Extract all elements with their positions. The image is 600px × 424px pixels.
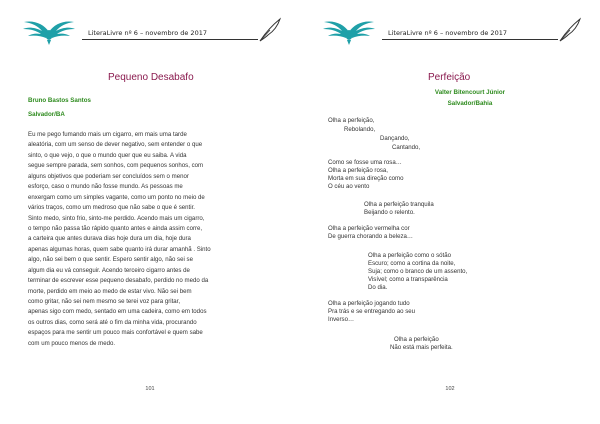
- poem-line: Escuro; como a cortina da noite,: [368, 260, 456, 267]
- poem-line: Olha a perfeição rosa,: [328, 167, 388, 174]
- poem-line: Suja; como o branco de um assento,: [368, 268, 468, 275]
- poem-line: Morta em sua direção como: [328, 175, 404, 182]
- poem-line: Olha a perfeição jogando tudo: [328, 300, 410, 307]
- page-number: 101: [145, 386, 155, 392]
- text-line: o tempo não passa tão rápido quanto antes e ainda assim corre,: [28, 224, 203, 232]
- text-line: apenas algumas horas, quem sabe quanto irá durar amanhã . Sinto: [28, 245, 211, 253]
- text-line: Sinto medo, sinto frio, sinto-me perdido. Acendo mais um cigarro,: [28, 214, 205, 222]
- page-header: [318, 14, 582, 44]
- text-line: como gritar, não sei nem mesmo se terei voz para gritar,: [28, 298, 181, 305]
- poem-line: Beijando o relento.: [364, 209, 415, 216]
- poem-line: Dançando,: [380, 135, 410, 142]
- poem-line: De guerra chorando a beleza…: [328, 233, 414, 240]
- poem-line: Olha a perfeição,: [328, 117, 375, 124]
- text-line: terminar de escrever esse pequeno desabafo, perdido no medo da: [28, 277, 209, 285]
- poem-line: Inverso…: [328, 316, 355, 323]
- page-header: [18, 14, 282, 44]
- text-line: a carteira que antes durava dias hoje dura um dia, hoje dura: [28, 235, 191, 243]
- bird-logo-icon: [22, 14, 76, 46]
- poem-line: O céu ao vento: [328, 183, 370, 190]
- text-line: com um pouco menos de medo.: [28, 339, 116, 347]
- poem-line: Olha a perfeição: [394, 336, 439, 343]
- author-name: Bruno Bastos Santos: [28, 97, 91, 104]
- poem-line: Cantando,: [392, 144, 421, 151]
- poem-line: Olha a perfeição vermelha cor: [328, 225, 410, 232]
- poem-line: Pra trás e se entregando ao seu: [328, 308, 416, 315]
- body-text: [28, 130, 276, 349]
- page-title: Perfeição: [428, 72, 471, 83]
- text-line: segue sempre parada, sem sonhos, com pequenos sonhos, com: [28, 162, 204, 170]
- publication-title: LiteraLivre nº 6 – novembro de 2017: [88, 29, 207, 37]
- text-line: apenas sigo com medo, sentado em uma cadeira, como em todos: [28, 308, 207, 316]
- text-line: alguns objetivos que poderiam ser concluídos sem o menor: [28, 172, 189, 180]
- text-line: esforço, caso o mundo não fosse mundo. As pessoas me: [28, 183, 183, 191]
- text-line: algum dia eu vá conseguir. Acendo terceiro cigarro antes de: [28, 266, 190, 274]
- text-line: enxergam como um simples vagante, como um ponto no meio de: [28, 193, 205, 201]
- right-page: [300, 0, 600, 424]
- poem-line: Olha a perfeição como o sótão: [368, 252, 451, 259]
- poem-line: Do dia.: [368, 284, 388, 291]
- text-line: sinto, o que vejo, o que o mundo quer que eu saiba. A vida: [28, 151, 187, 159]
- quill-pen-icon: [258, 17, 282, 43]
- bird-logo-icon: [322, 14, 376, 46]
- text-line: espaços para me sentir um pouco mais confortável e quem sabe: [28, 329, 203, 337]
- page-number: 102: [445, 386, 455, 392]
- text-line: vários traços, como um medroso que não sabe o que é sentir.: [28, 204, 195, 212]
- poem-line: Olha a perfeição tranquila: [364, 201, 434, 208]
- page-title: Pequeno Desabafo: [108, 72, 194, 83]
- text-line: aleatória, com um senso de dever negativo, sem entender o que: [28, 141, 203, 149]
- poem-line: Visível; como a transparência: [368, 276, 448, 283]
- author-name: Valter Bitencourt Júnior: [434, 89, 506, 96]
- poem-line: Como se fosse uma rosa…: [328, 159, 402, 166]
- poem-line: Não está mais perfeita.: [390, 344, 453, 351]
- text-line: morte, perdido em meio ao medo de estar vivo. Não sei bem: [28, 287, 192, 295]
- header-rule: [82, 39, 258, 40]
- text-line: os outros dias, como será até o fim da minha vida, procurando: [28, 318, 197, 326]
- publication-title: LiteraLivre nº 6 – novembro de 2017: [388, 29, 507, 37]
- poem-line: Rebolando,: [344, 126, 376, 133]
- text-line: Eu me pego fumando mais um cigarro, em mais uma tarde: [28, 131, 187, 138]
- author-place: Salvador/BA: [28, 111, 65, 118]
- text-line: algo, não sei bem o que sentir. Espero sentir algo, não sei se: [28, 256, 193, 264]
- header-rule: [382, 39, 558, 40]
- author-place: Salvador/Bahia: [447, 100, 493, 107]
- quill-pen-icon: [558, 17, 582, 43]
